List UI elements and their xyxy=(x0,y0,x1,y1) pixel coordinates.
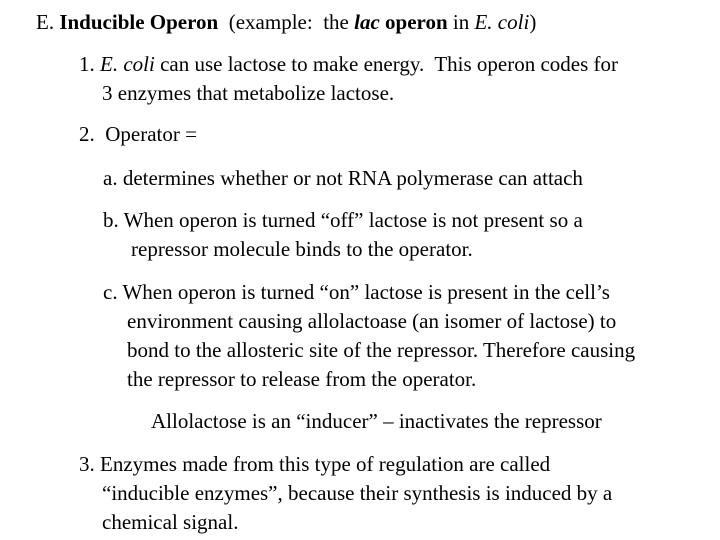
inducer-note: Allolactose is an “inducer” – inactivates the repressor xyxy=(151,409,602,433)
item2b-line2: repressor molecule binds to the operator. xyxy=(131,237,473,261)
item2a-line1: a. determines whether or not RNA polymerase can attach xyxy=(103,166,583,190)
item2c-line2: environment causing allolactoase (an isomer of lactose) to xyxy=(127,309,617,333)
item1-text: can use lactose to make energy. This operon codes for xyxy=(154,52,619,76)
heading-paren-close: ) xyxy=(529,10,537,34)
item2-operator: 2. Operator = xyxy=(79,122,197,146)
heading-ecoli: E. coli xyxy=(474,10,530,34)
heading-paren-open: (example: the xyxy=(218,10,355,34)
heading xyxy=(36,8,536,37)
item3-line2: “inducible enzymes”, because their synthesis is induced by a xyxy=(102,481,613,505)
item3-line1: 3. Enzymes made from this type of regulation are called xyxy=(79,452,551,476)
item2b-line1: b. When operon is turned “off” lactose is not present so a xyxy=(103,208,583,232)
item1-line1 xyxy=(79,50,618,79)
item2c-line4: the repressor to release from the operator. xyxy=(127,367,477,391)
heading-lac: lac xyxy=(354,10,380,34)
item1-ecoli: E. coli xyxy=(100,52,155,76)
heading-title: Inducible Operon xyxy=(59,10,219,34)
item3-line3: chemical signal. xyxy=(102,510,239,534)
heading-in: in xyxy=(447,10,475,34)
heading-operon: operon xyxy=(379,10,448,34)
item2c-line3: bond to the allosteric site of the repressor. Therefore causing xyxy=(127,338,636,362)
item1-line2: 3 enzymes that metabolize lactose. xyxy=(102,81,395,105)
item1-number: 1. xyxy=(79,52,100,76)
item2c-line1: c. When operon is turned “on” lactose is present in the cell’s xyxy=(103,280,610,304)
heading-prefix: E. xyxy=(36,10,60,34)
